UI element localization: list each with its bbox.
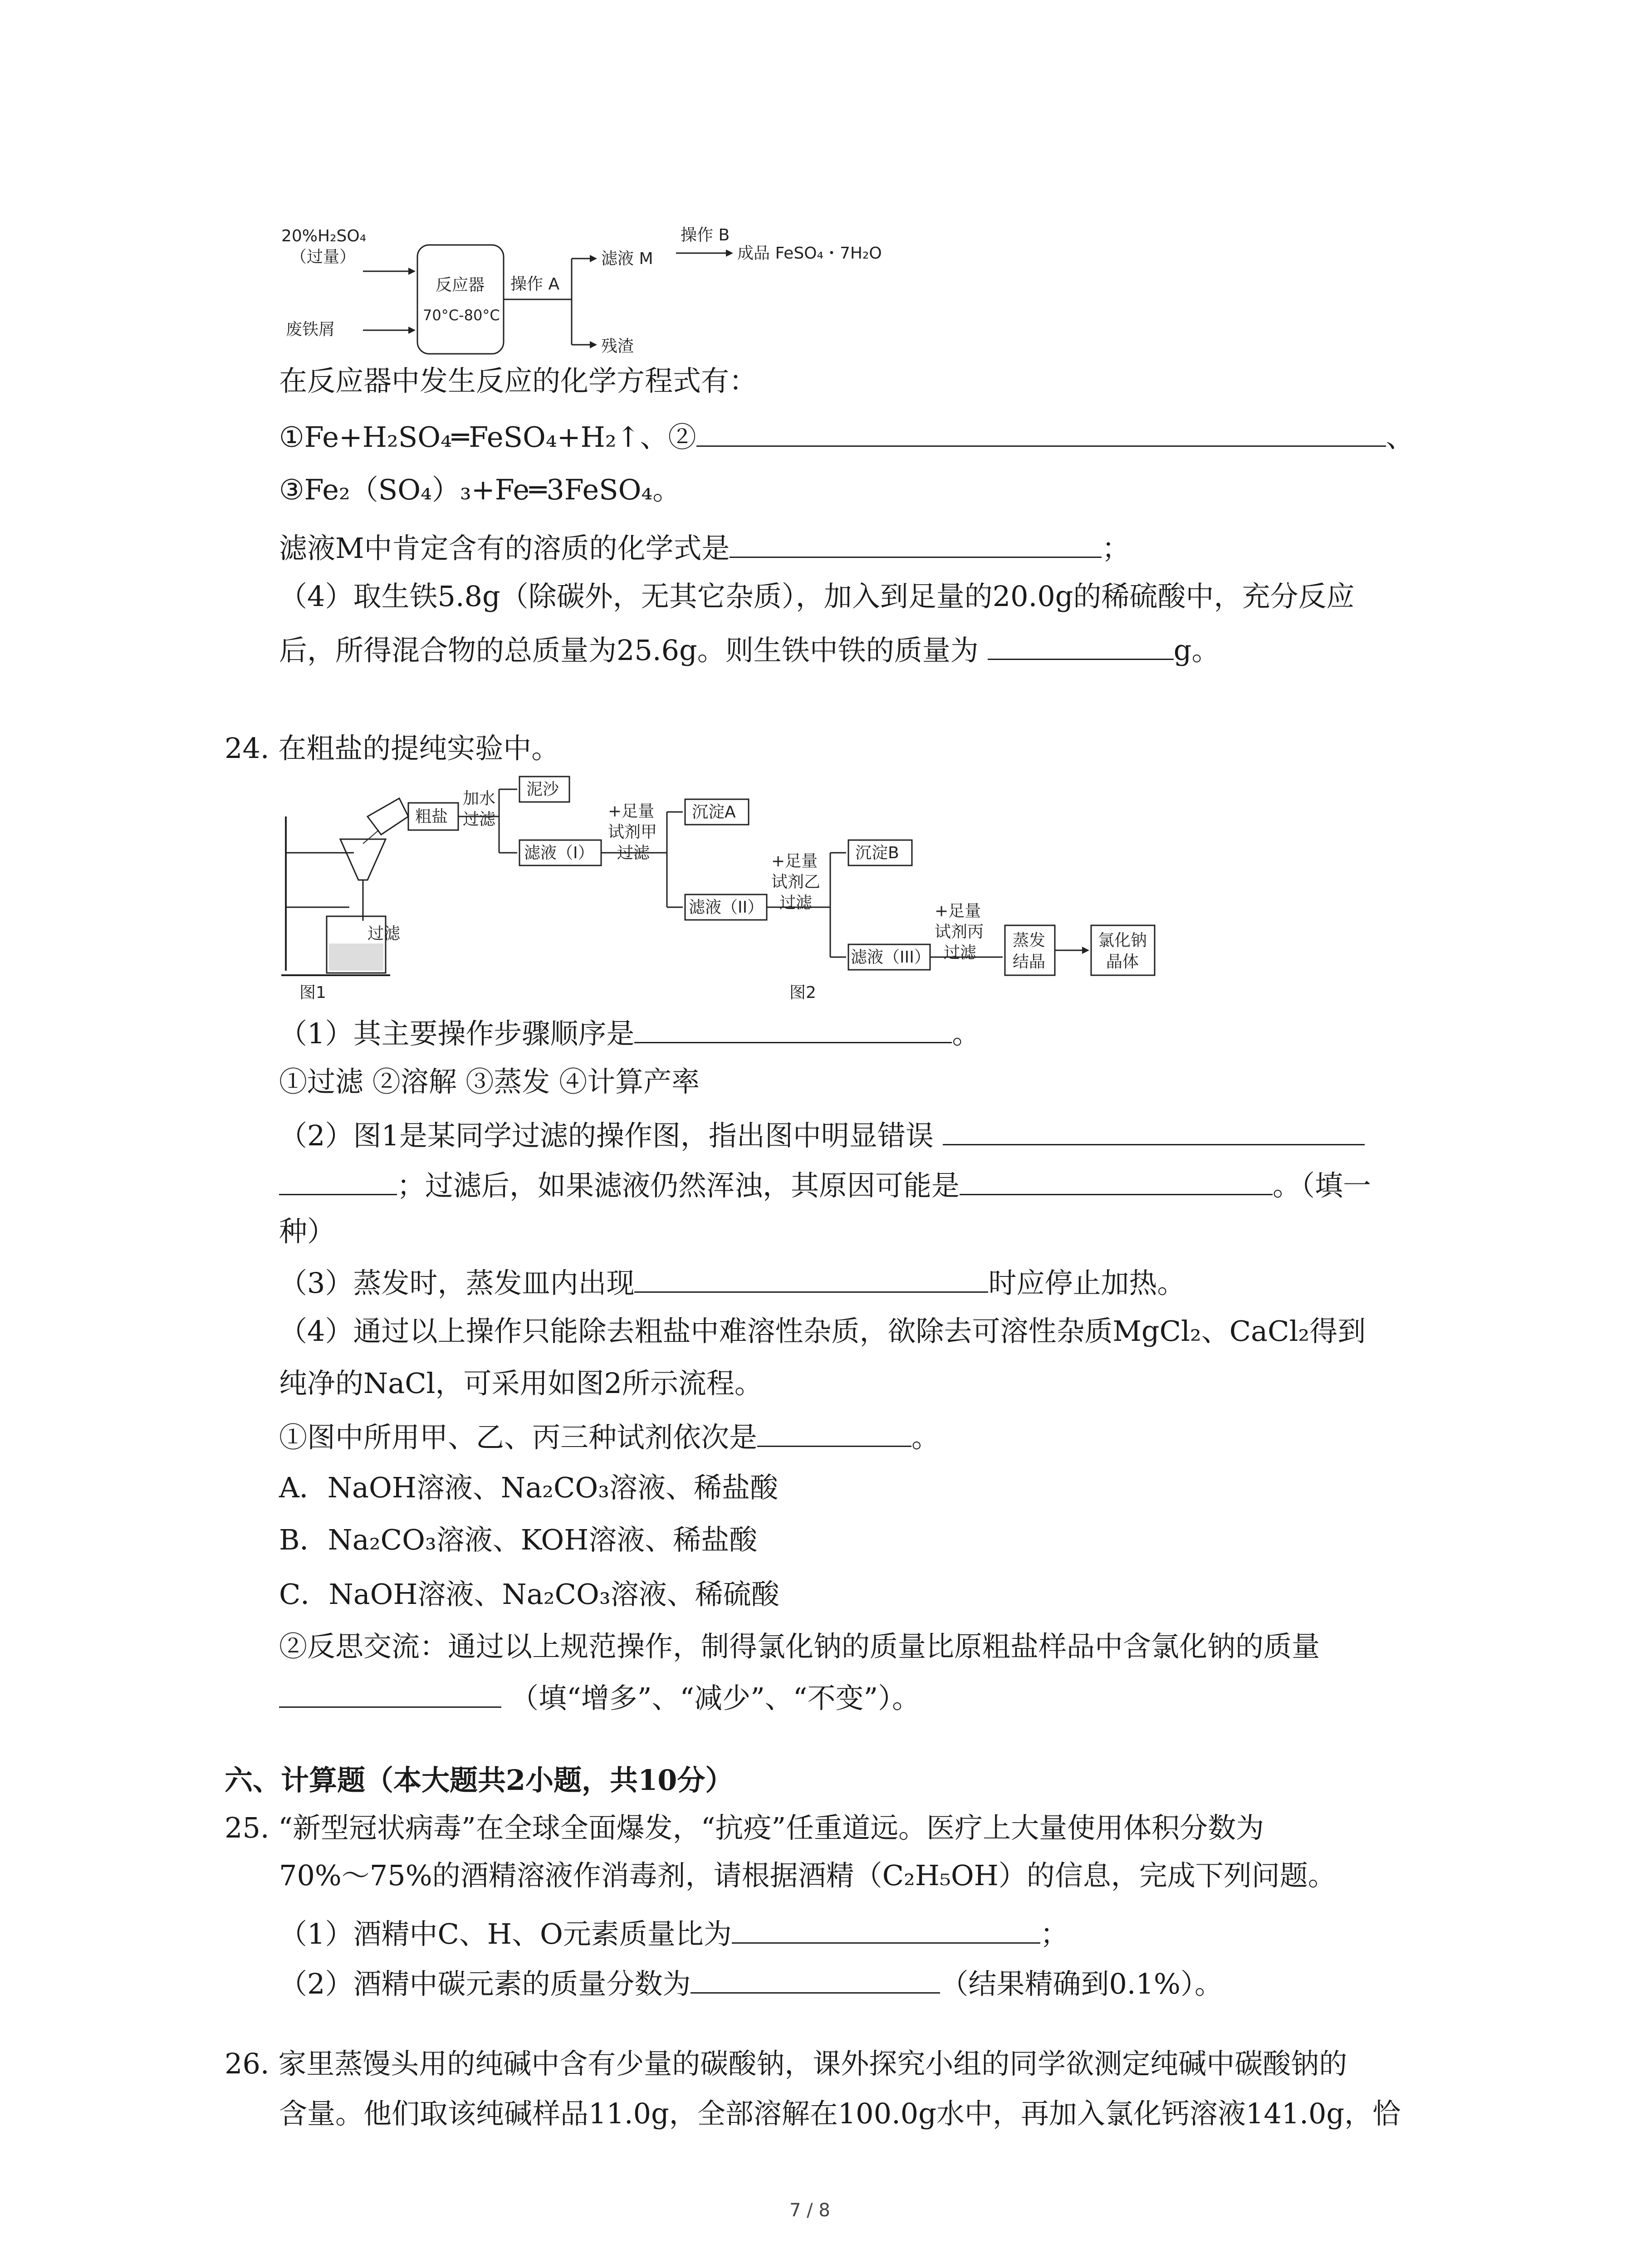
q23-p4-end: g。 — [1173, 634, 1220, 667]
q24-p4-q2-line1: ②反思交流：通过以上规范操作，制得氯化钠的质量比原粗盐样品中含氯化钠的质量 — [279, 1630, 1320, 1663]
filtrate2-box: 滤液（II） — [689, 898, 764, 917]
q24-p4-q1 — [279, 1418, 940, 1456]
q26-line2: 含量。他们取该纯碱样品11.0g，全部溶解在100.0g水中，再加入氯化钙溶液141.0g，恰 — [279, 2097, 1401, 2130]
q24-p4-q2-line2 — [279, 1678, 920, 1716]
q24-p2-line2 — [279, 1166, 1371, 1204]
filtrate3-box: 滤液（III） — [851, 948, 931, 967]
fig2-caption: 图2 — [789, 983, 816, 1002]
q24-p3-blank[interactable] — [634, 1263, 988, 1293]
input-acid-label: 20%H₂SO₄ — [281, 227, 367, 245]
q24-p4-q1-text: ①图中所用甲、乙、丙三种试剂依次是 — [279, 1421, 758, 1454]
operation-b-label: 操作 B — [681, 226, 730, 244]
sand-box: 泥沙 — [526, 780, 559, 799]
input-scrap-label: 废铁屑 — [286, 320, 335, 339]
q24-p2-reason-blank[interactable] — [960, 1166, 1273, 1195]
q23-p4-line1: （4）取生铁5.8g（除碳外，无其它杂质），加入到足量的20.0g的稀硫酸中，充分反应 — [279, 580, 1355, 613]
q24-p2-line1 — [279, 1116, 1365, 1154]
input-acid-note: （过量） — [290, 248, 356, 266]
filtration-apparatus — [281, 798, 408, 975]
q23-filtrate-end: ； — [1102, 532, 1130, 565]
filtrate1-box: 滤液（I） — [524, 844, 594, 862]
q23-equation-1 — [279, 417, 1414, 455]
q24-p3-end: 时应停止加热。 — [988, 1266, 1185, 1300]
q26-line1: 26. 家里蒸馒头用的纯碱中含有少量的碳酸钠，课外探究小组的同学欲测定纯碱中碳酸钠的 — [225, 2047, 1347, 2080]
q23-p4-line2 — [279, 631, 1220, 669]
q25-line2: 70%～75%的酒精溶液作消毒剂，请根据酒精（C₂H₅OH）的信息，完成下列问题。 — [279, 1859, 1336, 1892]
reagentB-add: +足量 — [771, 852, 818, 870]
filter-label: 过滤 — [367, 924, 401, 943]
nacl-box-line1: 氯化钠 — [1098, 931, 1147, 950]
q25-p1-text: （1）酒精中C、H、O元素质量比为 — [279, 1917, 732, 1950]
q24-p4-line1: （4）通过以上操作只能除去粗盐中难溶性杂质，欲除去可溶性杂质MgCl₂、CaCl₂得到 — [279, 1315, 1366, 1348]
q23-eq1-end: 、 — [1386, 420, 1414, 454]
q23-equation-3: ③Fe₂（SO₄）₃+Fe═3FeSO₄。 — [279, 473, 681, 506]
residue-label: 残渣 — [601, 337, 634, 356]
salt-purification-diagram — [272, 771, 1180, 1007]
q23-filtrate-text: 滤液M中肯定含有的溶质的化学式是 — [279, 532, 730, 565]
q24-p2-error-blank[interactable] — [943, 1116, 1365, 1145]
step1-add-water: 加水 — [463, 789, 496, 808]
q24-option-b: B．Na₂CO₃溶液、KOH溶液、稀盐酸 — [279, 1523, 758, 1556]
q24-p2-text-3: 。（填一 — [1273, 1169, 1372, 1202]
reactor-label: 反应器 — [436, 276, 485, 294]
q24-p3-text: （3）蒸发时，蒸发皿内出现 — [279, 1266, 635, 1300]
q24-p2-text-2: ；过滤后，如果滤液仍然浑浊，其原因可能是 — [397, 1169, 960, 1202]
filtrate-m-label: 滤液 M — [601, 249, 653, 268]
q24-p1-blank[interactable] — [634, 1014, 952, 1043]
q24-p1-text: （1）其主要操作步骤顺序是 — [279, 1017, 635, 1050]
q25-p2-end: （结果精确到0.1%）。 — [940, 1967, 1223, 2000]
precipA-box: 沉淀A — [692, 803, 736, 821]
q24-p4-q2-text: （填“增多”、“减少”、“不变”）。 — [510, 1681, 921, 1715]
q24-p4-q1-end: 。 — [911, 1421, 940, 1454]
reagentC-name: 试剂丙 — [935, 923, 984, 941]
q24-p2-text: （2）图1是某同学过滤的操作图，指出图中明显错误 — [279, 1119, 934, 1152]
product-label: 成品 FeSO₄・7H₂O — [737, 244, 882, 263]
page-number: 7 / 8 — [789, 2200, 830, 2221]
q23-eq1-text: ①Fe+H₂SO₄═FeSO₄+H₂↑、② — [279, 420, 696, 454]
q24-p4-q2-blank[interactable] — [279, 1678, 501, 1708]
reagentB-filter: 过滤 — [779, 894, 813, 912]
section6-heading: 六、计算题（本大题共2小题，共10分） — [225, 1764, 734, 1797]
reactor-temp: 70°C-80°C — [423, 307, 500, 324]
nacl-box-line2: 晶体 — [1106, 953, 1139, 971]
q23-filtrate-question — [279, 528, 1130, 567]
q25-p1-blank[interactable] — [732, 1914, 1040, 1944]
q24-p1 — [279, 1014, 980, 1052]
evaporate-box-line1: 蒸发 — [1013, 931, 1046, 950]
q24-option-a: A．NaOH溶液、Na₂CO₃溶液、稀盐酸 — [279, 1471, 779, 1504]
q24-option-c: C．NaOH溶液、Na₂CO₃溶液、稀硫酸 — [279, 1578, 779, 1611]
q24-p3 — [279, 1263, 1185, 1301]
reagentB-name: 试剂乙 — [771, 873, 821, 891]
reagentC-add: +足量 — [935, 902, 981, 920]
q25-p1-end: ； — [1040, 1917, 1068, 1950]
reagentA-add: +足量 — [608, 802, 655, 821]
q24-title: 24. 在粗盐的提纯实验中。 — [225, 732, 560, 765]
q23-intro: 在反应器中发生反应的化学方程式有： — [279, 364, 758, 397]
q24-p4-q1-blank[interactable] — [757, 1418, 911, 1447]
q25-p2-blank[interactable] — [691, 1964, 940, 1994]
q25-p2 — [279, 1964, 1223, 2002]
reagentA-name: 试剂甲 — [608, 823, 657, 841]
evaporate-box-line2: 结晶 — [1013, 953, 1046, 971]
q23-filtrate-blank[interactable] — [730, 528, 1102, 558]
q25-p1 — [279, 1914, 1068, 1952]
q24-p2-error-blank-cont[interactable] — [279, 1166, 397, 1195]
reagentC-filter: 过滤 — [944, 943, 977, 962]
fig1-caption: 图1 — [299, 983, 326, 1002]
crude-salt-box: 粗盐 — [415, 807, 448, 826]
reactor-box — [417, 245, 504, 354]
q25-line1: 25. “新型冠状病毒”在全球全面爆发，“抗疫”任重道远。医疗上大量使用体积分数为 — [225, 1811, 1264, 1844]
reagentA-filter: 过滤 — [617, 844, 650, 862]
q24-p4-line2: 纯净的NaCl，可采用如图2所示流程。 — [279, 1367, 763, 1400]
operation-a-label: 操作 A — [510, 275, 560, 293]
q25-p2-text: （2）酒精中碳元素的质量分数为 — [279, 1967, 691, 2000]
q24-p2-line3: 种） — [279, 1215, 336, 1248]
step1-filter: 过滤 — [463, 810, 496, 829]
q23-p4-text: 后，所得混合物的总质量为25.6g。则生铁中铁的质量为 — [279, 634, 979, 667]
q23-eq2-blank[interactable] — [696, 417, 1386, 447]
q24-p1-end: 。 — [952, 1017, 980, 1050]
precipB-box: 沉淀B — [855, 844, 899, 862]
reactor-flow-diagram — [272, 213, 953, 367]
q23-iron-mass-blank[interactable] — [988, 631, 1174, 660]
q24-p1-options: ①过滤 ②溶解 ③蒸发 ④计算产率 — [279, 1065, 700, 1098]
